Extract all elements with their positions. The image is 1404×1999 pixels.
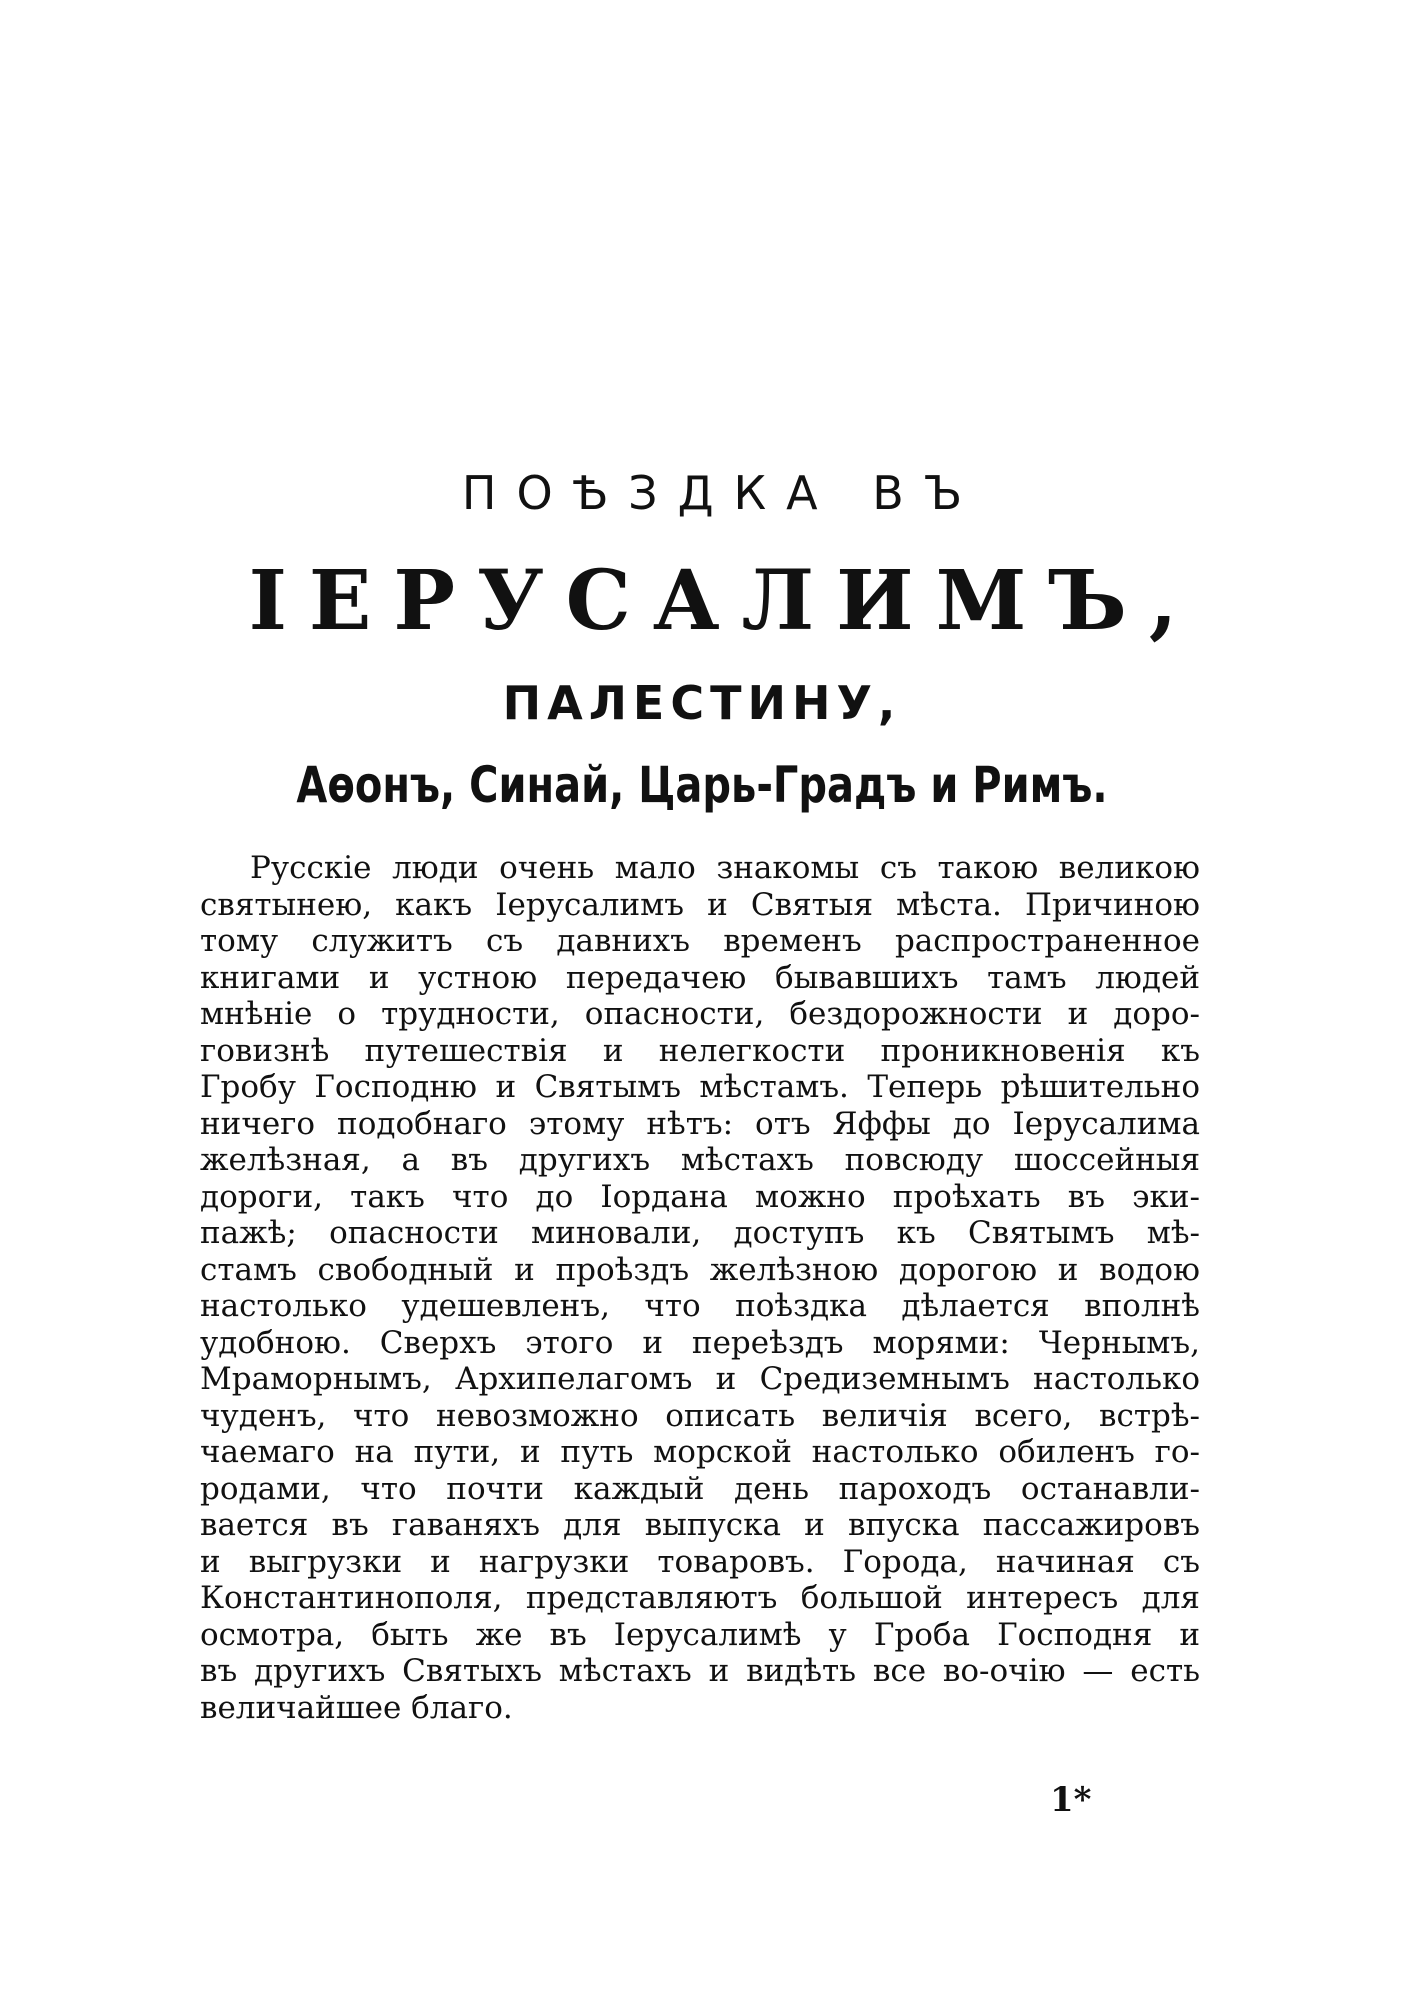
paragraph-line: мнѣніе о трудности, опасности, бездорожности и доро- <box>200 996 1200 1032</box>
paragraph-line: дороги, такъ что до Іордана можно проѣхать въ эки- <box>200 1178 1200 1215</box>
paragraph-line: Мраморнымъ, Архипелагомъ и Средиземнымъ настолько <box>200 1361 1200 1397</box>
paragraph-line: чаемаго на пути, и путь морской настолько обиленъ го- <box>200 1434 1200 1470</box>
paragraph-line: вается въ гаваняхъ для выпуска и впуска пассажировъ <box>200 1507 1200 1543</box>
title-line-3: ПАЛЕСТИНУ, <box>502 676 902 730</box>
paragraph-line: въ другихъ Святыхъ мѣстахъ и видѣть все во-очію — есть <box>200 1653 1200 1689</box>
signature-mark: 1* <box>1050 1780 1092 1820</box>
paragraph-line: тому служитъ съ давнихъ временъ распространенное <box>200 923 1200 959</box>
paragraph-line: пажѣ; опасности миновали, доступъ къ Святымъ мѣ- <box>200 1215 1200 1251</box>
paragraph-line: величайшее благо. <box>200 1689 513 1726</box>
paragraph-line: удобною. Сверхъ этого и переѣздъ морями: Чернымъ, <box>200 1324 1200 1361</box>
paragraph-line: говизнѣ путешествія и нелегкости проникновенія къ <box>200 1032 1200 1069</box>
paragraph-line: и выгрузки и нагрузки товаровъ. Города, начиная съ <box>200 1543 1200 1580</box>
paragraph-line: святынею, какъ Іерусалимъ и Святыя мѣста. Причиною <box>200 886 1200 923</box>
paragraph-line: Гробу Господню и Святымъ мѣстамъ. Теперь рѣшительно <box>200 1069 1200 1105</box>
paragraph-line: родами, что почти каждый день пароходъ останавли- <box>200 1470 1200 1507</box>
paragraph-line: чуденъ, что невозможно описать величія всего, встрѣ- <box>200 1397 1200 1434</box>
body-paragraph <box>200 850 1200 1726</box>
paragraph-line: книгами и устною передачею бывавшихъ тамъ людей <box>200 959 1200 996</box>
title-line-4: Аѳонъ, Синай, Царь-Градъ и Римъ. <box>296 756 1108 814</box>
paragraph-line: Русскіе люди очень мало знакомы съ такою великою <box>250 850 1200 886</box>
title-line-1: ПОѢЗДКА ВЪ <box>461 466 983 520</box>
title-line-2: ІЕРУСАЛИМЪ, <box>248 553 1200 649</box>
paragraph-line: стамъ свободный и проѣздъ желѣзною дорогою и водою <box>200 1251 1200 1288</box>
paragraph-line: желѣзная, а въ другихъ мѣстахъ повсюду шоссейныя <box>200 1142 1200 1178</box>
paragraph-line: Константинополя, представляютъ большой интересъ для <box>200 1580 1200 1616</box>
paragraph-line: осмотра, быть же въ Іерусалимѣ у Гроба Господня и <box>200 1616 1200 1653</box>
paragraph-line: ничего подобнаго этому нѣтъ: отъ Яффы до Іерусалима <box>200 1105 1200 1142</box>
paragraph-line: настолько удешевленъ, что поѣздка дѣлается вполнѣ <box>200 1288 1200 1324</box>
